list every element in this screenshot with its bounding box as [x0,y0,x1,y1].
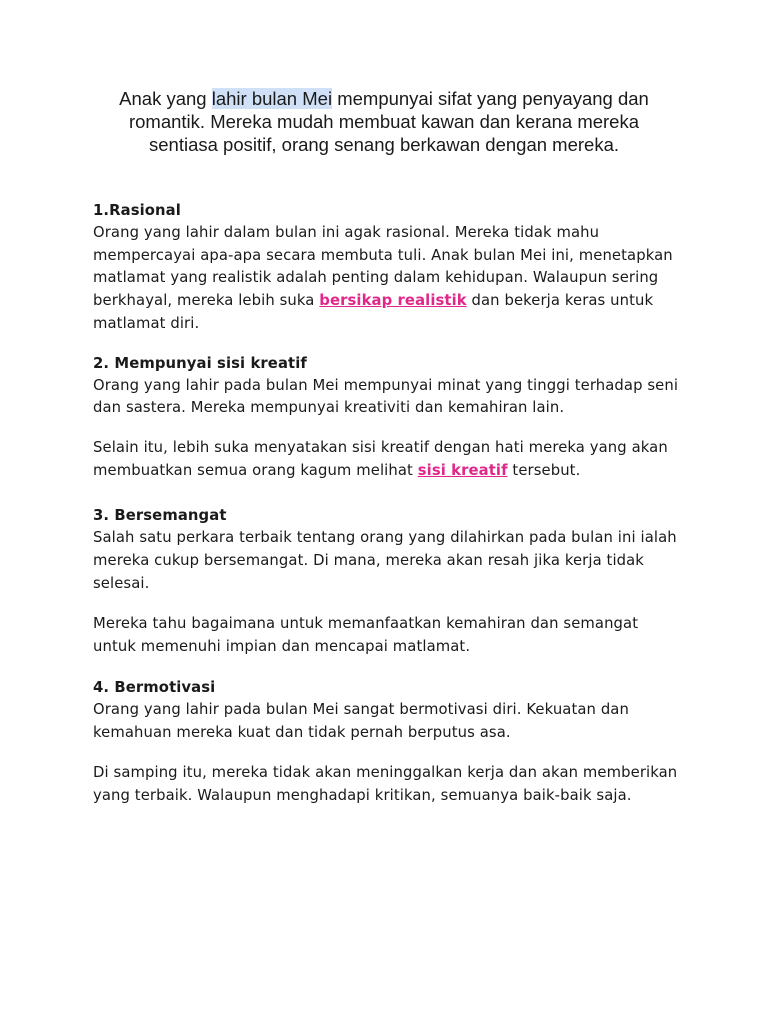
section-heading-rasional: 1.Rasional [93,202,181,219]
intro-highlighted-text: lahir bulan Mei [211,88,333,109]
section-rasional-paragraph [93,222,683,336]
article-body [93,200,683,808]
link-sisi-kreatif[interactable]: sisi kreatif [417,461,508,479]
section-bersemangat-paragraph-2: Mereka tahu bagaimana untuk memanfaatkan kemahiran dan semangat untuk memenuhi impian dan mencapai matlamat. [93,615,639,656]
spacer [93,336,683,353]
section-heading-bersemangat: 3. Bersemangat [93,507,227,525]
section-heading-bermotivasi: 4. Bermotivasi [93,678,216,696]
spacer [93,420,683,437]
intro-text-after: mempunyai sifat yang penyayang dan romantik. Mereka mudah membuat kawan dan kerana mereka sentiasa positif, orang senang berkawan dengan mereka. [128,88,649,155]
spacer [93,659,683,677]
section-bermotivasi-paragraph-1: Orang yang lahir pada bulan Mei sangat bermotivasi diri. Kekuatan dan kemahuan mereka kuat dan tidak pernah berputus asa. [93,700,629,741]
paragraph-text: Selain itu, lebih suka menyatakan sisi kreatif dengan hati mereka yang akan membuatkan semua orang kagum melihat [93,438,668,479]
section-kreatif-paragraph-2 [93,437,683,482]
paragraph-text: Orang yang lahir dalam bulan ini agak rasional. Mereka tidak mahu mempercayai apa-apa secara membuta tuli. Anak bulan Mei ini, menetapkan matlamat yang realistik adalah penting dalam kehidupan. Walaupun sering berkhayal, mereka lebih suka [93,224,673,310]
link-bersikap-realistik[interactable]: bersikap realistik [319,292,467,310]
section-heading-kreatif: 2. Mempunyai sisi kreatif [93,354,307,372]
section-bermotivasi-paragraph-2: Di samping itu, mereka tidak akan meninggalkan kerja dan akan memberikan yang terbaik. Walaupun menghadapi kritikan, semuanya baik-baik saja. [93,764,678,804]
intro-paragraph [96,87,672,156]
section-bersemangat-paragraph-1: Salah satu perkara terbaik tentang orang yang dilahirkan pada bulan ini ialah mereka cukup bersemangat. Di mana, mereka akan resah jika kerja tidak selesai. [93,529,677,592]
section-kreatif-paragraph-1: Orang yang lahir pada bulan Mei mempunyai minat yang tinggi terhadap seni dan sastera. Mereka mempunyai kreativiti dan kemahiran lain. [93,376,679,417]
spacer [93,595,683,613]
paragraph-text: dan bekerja keras untuk matlamat diri. [93,292,654,332]
spacer [93,744,683,762]
intro-text-before: Anak yang [119,88,212,109]
paragraph-text: tersebut. [507,461,581,479]
spacer [93,482,683,505]
